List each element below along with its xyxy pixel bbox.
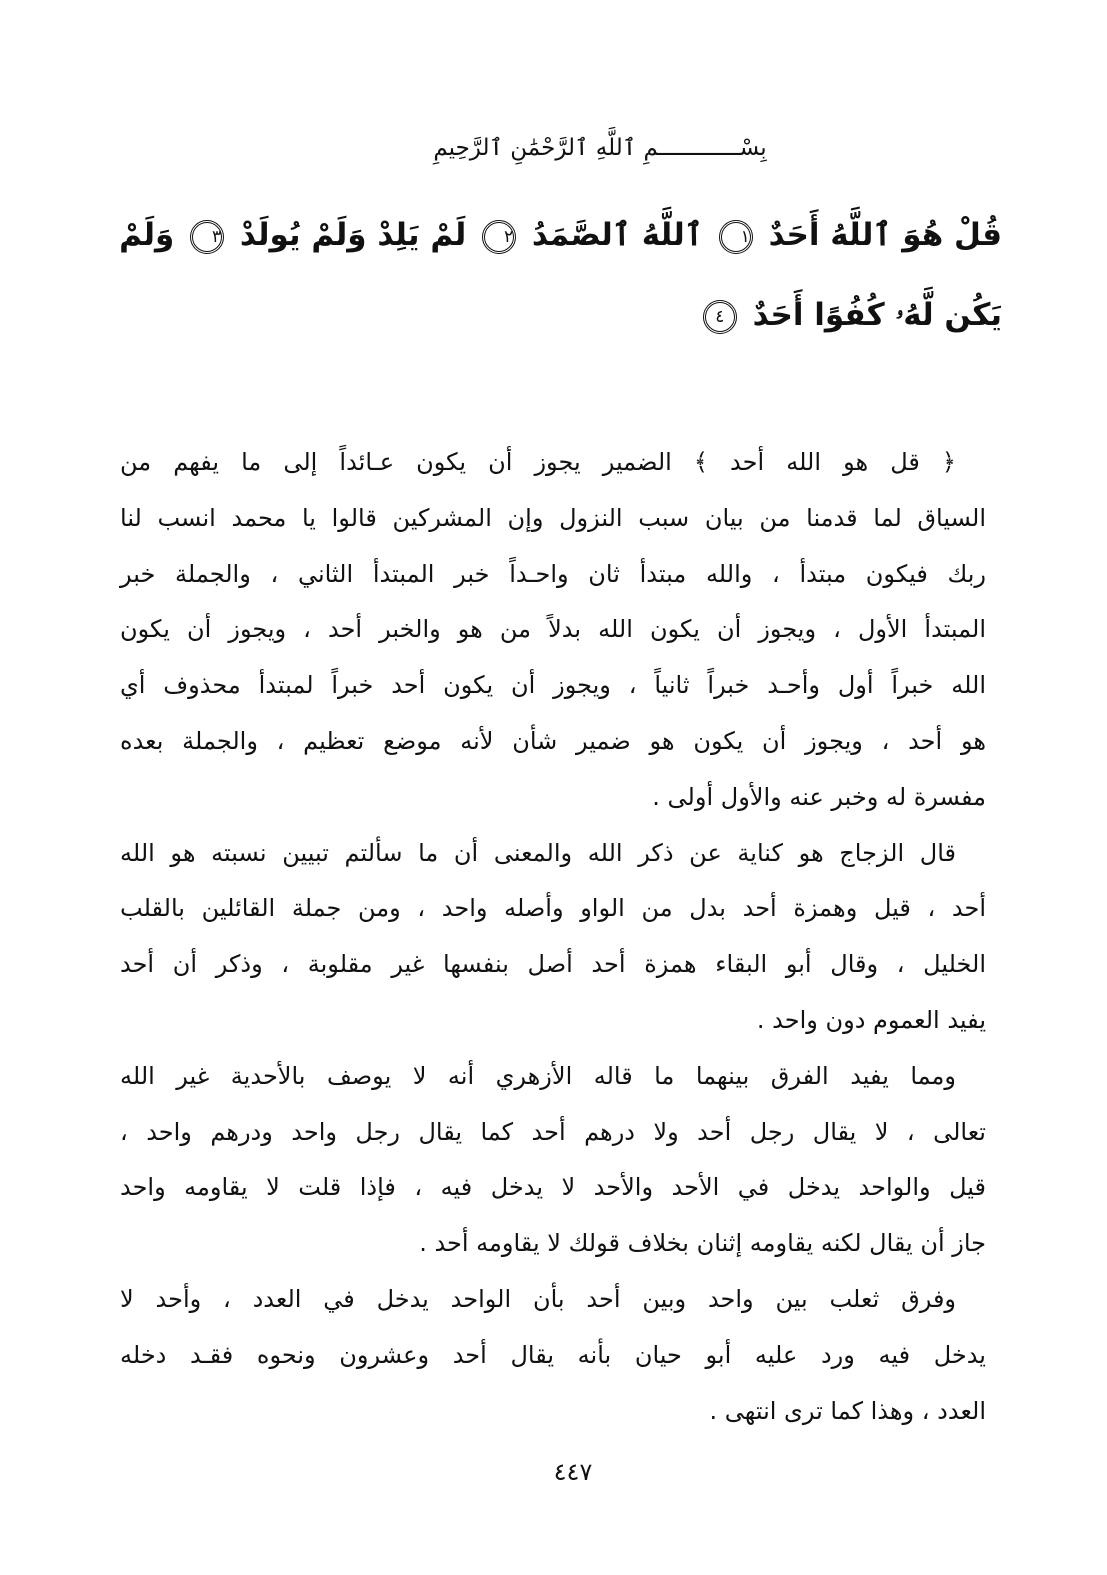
text-line: قيل والواحد يدخل في الأحد والأحد لا يدخل فيه ، فإذا قلت لا يقاومه واحد [120,1173,986,1202]
text-line: وفرق ثعلب بين واحد وبين أحد بأن الواحد يدخل في العدد ، وأحد لا [120,1284,956,1313]
paragraph-1 [120,435,986,826]
verse-2-text: ٱللَّهُ ٱلصَّمَدُ [531,217,703,253]
text-line: تعالى ، لا يقال رجل أحد ولا درهم أحد كما يقال رجل واحد ودرهم واحد ، [120,1117,986,1146]
text-line: يدخل فيه ورد عليه أبو حيان بأنه يقال أحد وعشرون ونحوه فقـد دخله [120,1340,986,1369]
text-line: ومما يفيد الفرق بينهما ما قاله الأزهري أنه لا يوصف بالأحدية غير الله [120,1061,956,1090]
text-line: العدد ، وهذا كما ترى انتهى . [709,1396,986,1425]
verse-3-text: لَمْ يَلِدْ وَلَمْ يُولَدْ [239,217,467,253]
text-line: مفسرة له وخبر عنه والأول أولى . [652,782,986,811]
text-line: الخليل ، وقال أبو البقاء همزة أحد أصل بنفسها غير مقلوبة ، وذكر أن أحد [120,950,986,979]
paragraph-2 [120,826,986,1049]
verse-4-text-end: يَكُن لَّهُۥ كُفُوًا أَحَدٌ [752,297,1002,333]
quran-line-2 [138,275,1002,355]
text-line: جاز أن يقال لكنه يقاومه إثنان بخلاف قولك لا يقاومه أحد . [419,1229,986,1258]
page-number: ٤٤٧ [553,1458,593,1486]
text-line: يفيد العموم دون واحد . [756,1005,986,1034]
verse-1-text: قُلْ هُوَ ٱللَّهُ أَحَدٌ [768,217,1002,253]
text-line: الله خبراً أول وأحـد خبراً ثانياً ، ويجوز أن يكون أحد خبراً لمبتدأ محذوف أي [120,671,986,700]
text-line: ﴿ قل هو الله أحد ﴾ الضمير يجوز أن يكون عـائداً إلى ما يفهم من [120,448,956,476]
text-line: السياق لما قدمنا من بيان سبب النزول وإن المشركين قالوا يا محمد انسب لنا [120,503,986,532]
text-line: المبتدأ الأول ، ويجوز أن يكون الله بدلاً من هو والخبر أحد ، ويجوز أن يكون [120,615,986,644]
quran-verses [119,195,1002,355]
verse-marker-2 [482,220,516,254]
text-line: هو أحد ، ويجوز أن يكون هو ضمير شأن لأنه موضع تعظيم ، والجملة بعده [120,726,986,755]
text-line: ربك فيكون مبتدأ ، والله مبتدأ ثان واحـداً خبر المبتدأ الثاني ، والجملة خبر [120,559,986,588]
paragraph-3 [120,1049,986,1272]
verse-number-3: ٣ [211,226,222,247]
basmala: بِسْــــــــــــمِ ٱللَّهِ ٱلرَّحْمَٰنِ ٱلرَّحِيمِ [433,135,767,161]
verse-number-4: ٤ [715,306,725,327]
verse-marker-1 [719,220,753,254]
verse-marker-3 [190,220,224,254]
commentary-text [120,435,986,1439]
quran-line-1 [119,195,1002,275]
verse-4-text-start: وَلَمْ [119,217,175,253]
verse-number-2: ٢ [503,226,514,247]
paragraph-4 [120,1272,986,1439]
verse-marker-4 [703,300,737,334]
text-line: أحد ، قيل وهمزة أحد بدل من الواو وأصله واحد ، ومن جملة القائلين بالقلب [120,894,986,923]
text-line: قال الزجاج هو كناية عن ذكر الله والمعنى أن ما سألتم تبيين نسبته هو الله [120,838,956,867]
verse-number-1: ١ [740,226,750,247]
